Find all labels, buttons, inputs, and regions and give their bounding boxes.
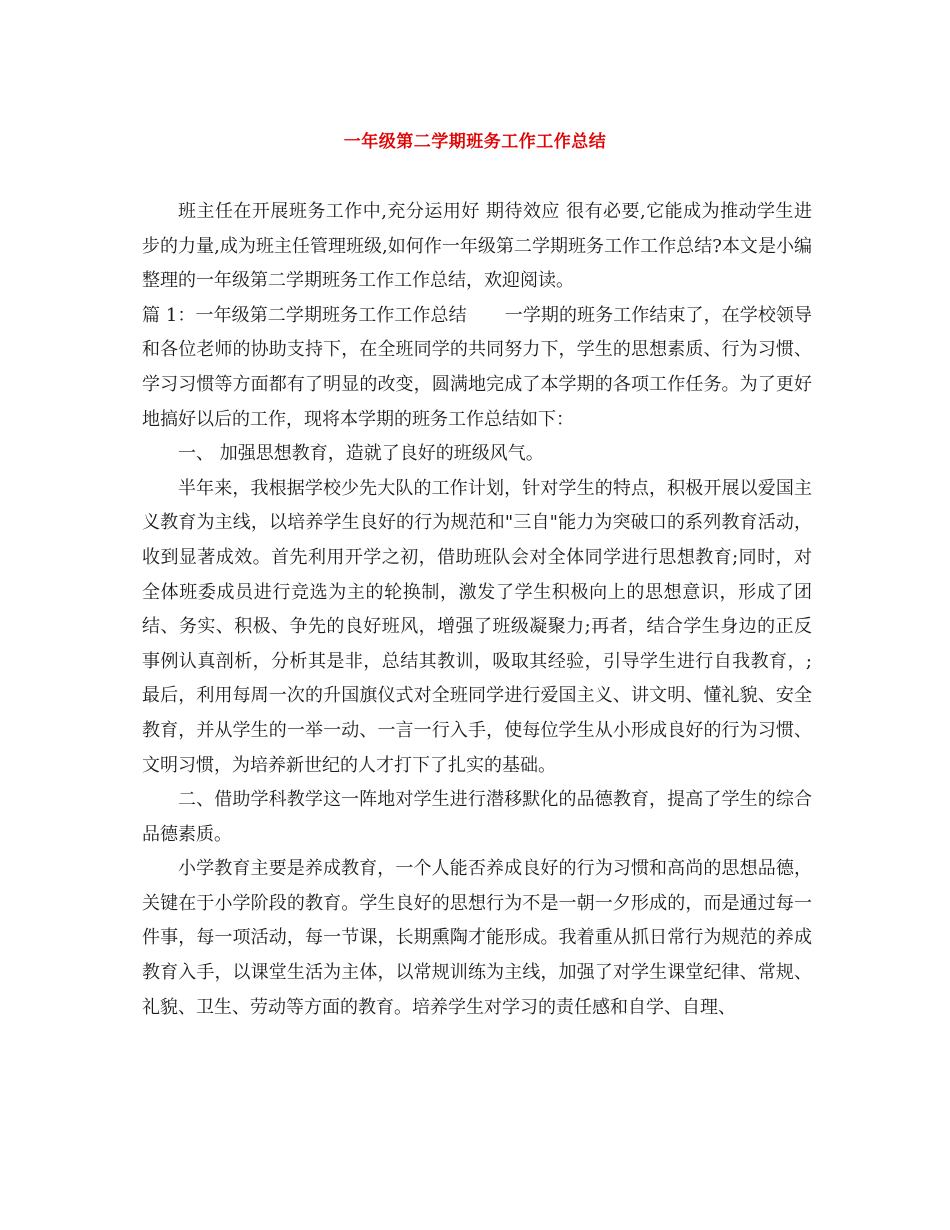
heading-two: 二、借助学科教学这一阵地对学生进行潜移默化的品德教育，提高了学生的综合品德素质。 (142, 789, 812, 845)
section-opening: 一学期的班务工作结束了，在学校领导和各位老师的协助支持下，在全班同学的共同努力下，学生的思想素质、行为习惯、学习习惯等方面都有了明显的改变，圆满地完成了本学期的各项工作任务。为了更好地搞好以后的工作，现将本学期的班务工作总结如下： (142, 304, 812, 430)
section-paragraph (142, 299, 812, 437)
document-body (142, 195, 812, 1025)
section-label: 篇 1：一年级第二学期班务工作工作总结 (142, 304, 467, 326)
intro-paragraph: 班主任在开展班务工作中,充分运用好 期待效应 很有必要,它能成为推动学生进步的力量,成为班主任管理班级,如何作一年级第二学期班务工作工作总结?本文是小编整理的一年级第二学期班务工作工作总结，欢迎阅读。 (142, 201, 812, 292)
document-title: 一年级第二学期班务工作工作总结 (343, 132, 607, 152)
heading-one: 一、 加强思想教育，造就了良好的班级风气。 (178, 443, 544, 465)
paragraph-one: 半年来，我根据学校少先大队的工作计划，针对学生的特点，积极开展以爱国主义教育为主线，以培养学生良好的行为规范和"三自"能力为突破口的系列教育活动，收到显著成效。首先利用开学之初，借助班队会对全体同学进行思想教育;同时，对全体班委成员进行竞选为主的轮换制，激发了学生积极向上的思想意识，形成了团结、务实、积极、争先的良好班风，增强了班级凝聚力;再者，结合学生身边的正反事例认真剖析，分析其是非，总结其教训，吸取其经验，引导学生进行自我教育，;最后，利用每周一次的升国旗仪式对全班同学进行爱国主义、讲文明、懂礼貌、安全教育，并从学生的一举一动、一言一行入手，使每位学生从小形成良好的行为习惯、文明习惯，为培养新世纪的人才打下了扎实的基础。 (142, 477, 812, 776)
paragraph-two: 小学教育主要是养成教育，一个人能否养成良好的行为习惯和高尚的思想品德，关键在于小学阶段的教育。学生良好的思想行为不是一朝一夕形成的，而是通过每一件事，每一项活动，每一节课，长期熏陶才能形成。我着重从抓日常行为规范的养成教育入手，以课堂生活为主体，以常规训练为主线，加强了对学生课堂纪律、常规、礼貌、卫生、劳动等方面的教育。培养学生对学习的责任感和自学、自理、 (142, 858, 812, 1018)
